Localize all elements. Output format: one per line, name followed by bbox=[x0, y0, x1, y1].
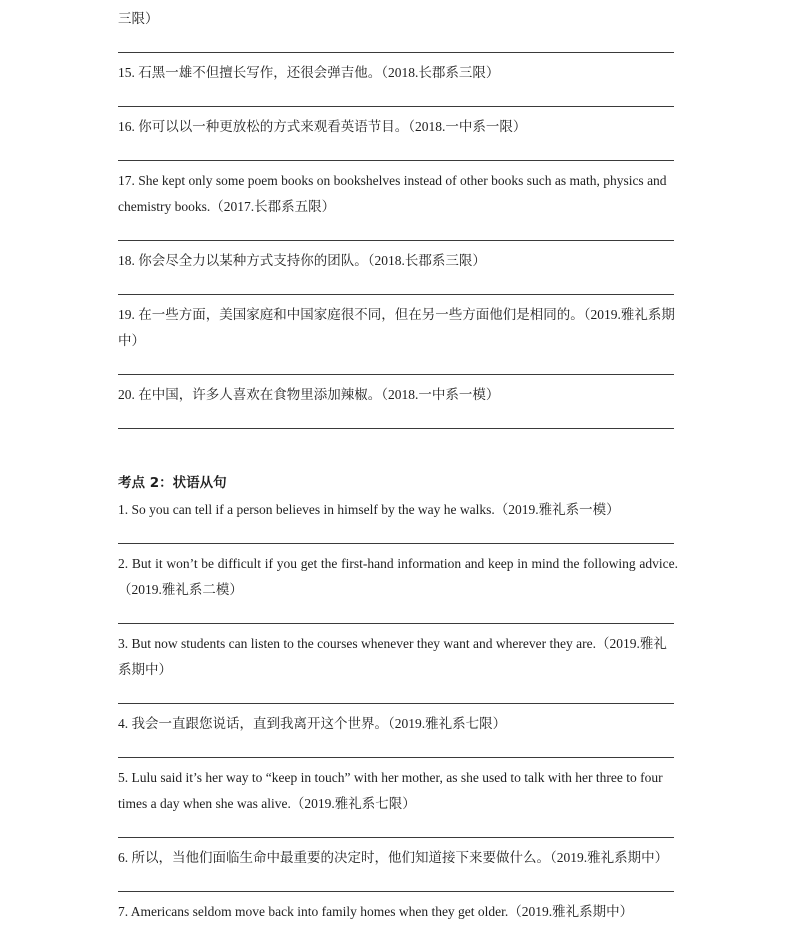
item-text: But it won’t be difficult if you get the first-hand information and keep in mind the following advice.（2019.雅礼系二模） bbox=[118, 556, 679, 597]
item-text: But now students can listen to the courses whenever they want and wherever they are.（2019.雅礼系期中） bbox=[118, 636, 667, 677]
exercise-item-15 bbox=[118, 60, 678, 86]
item-number: 4. bbox=[118, 716, 129, 731]
item-number: 6. bbox=[118, 850, 129, 865]
exercise-item-18 bbox=[118, 248, 678, 274]
answer-line bbox=[118, 294, 674, 295]
item-number: 18. bbox=[118, 253, 135, 268]
answer-line bbox=[118, 703, 674, 704]
exercise-item-1 bbox=[118, 497, 678, 523]
item-number: 15. bbox=[118, 65, 135, 80]
item-text: 你可以以一种更放松的方式来观看英语节目。（2018.一中系一限） bbox=[138, 119, 527, 134]
item-number: 1. bbox=[118, 502, 129, 517]
answer-line bbox=[118, 891, 674, 892]
item-number: 3. bbox=[118, 636, 129, 651]
item-number: 7. bbox=[118, 904, 129, 919]
item-number: 20. bbox=[118, 387, 135, 402]
answer-line bbox=[118, 240, 674, 241]
exercise-item-4 bbox=[118, 711, 678, 737]
section-heading: 考点 2：状语从句 bbox=[118, 475, 227, 491]
item-text: 所以，当他们面临生命中最重要的决定时，他们知道接下来要做什么。（2019.雅礼系期中） bbox=[131, 850, 669, 865]
exercise-item-20 bbox=[118, 382, 678, 408]
answer-line bbox=[118, 52, 674, 53]
answer-line bbox=[118, 374, 674, 375]
item-text: Lulu said it’s her way to “keep in touch” with her mother, as she used to talk with her three to four times a day when she was alive.（2019.雅礼系七限） bbox=[118, 770, 663, 811]
continued-text: 三限） bbox=[118, 11, 159, 26]
answer-line bbox=[118, 160, 674, 161]
item-text: Americans seldom move back into family homes when they get older.（2019.雅礼系期中） bbox=[130, 904, 634, 919]
item-number: 5. bbox=[118, 770, 129, 785]
answer-line bbox=[118, 428, 674, 429]
answer-line bbox=[118, 623, 674, 624]
item-number: 19. bbox=[118, 307, 135, 322]
exercise-item-5 bbox=[118, 765, 678, 817]
exercise-item-2 bbox=[118, 551, 678, 603]
exercise-item-19 bbox=[118, 302, 678, 354]
answer-line bbox=[118, 543, 674, 544]
exercise-item-17 bbox=[118, 168, 678, 220]
item-number: 17. bbox=[118, 173, 135, 188]
answer-line bbox=[118, 837, 674, 838]
answer-line bbox=[118, 757, 674, 758]
exercise-item-16 bbox=[118, 114, 678, 140]
item-text: 在中国，许多人喜欢在食物里添加辣椒。（2018.一中系一模） bbox=[138, 387, 500, 402]
answer-line bbox=[118, 106, 674, 107]
item-text: 石黑一雄不但擅长写作，还很会弹吉他。（2018.长郡系三限） bbox=[138, 65, 500, 80]
exercise-item-6 bbox=[118, 845, 678, 871]
item-text: She kept only some poem books on bookshelves instead of other books such as math, physics and chemistry books.（2017.长郡系五限） bbox=[118, 173, 667, 214]
item-text: So you can tell if a person believes in himself by the way he walks.（2019.雅礼系一模） bbox=[131, 502, 620, 517]
exercise-item-3 bbox=[118, 631, 678, 683]
item-text: 在一些方面，美国家庭和中国家庭很不同，但在另一些方面他们是相同的。（2019.雅礼系期中） bbox=[118, 307, 675, 348]
item-text: 你会尽全力以某种方式支持你的团队。（2018.长郡系三限） bbox=[138, 253, 486, 268]
item-text: 我会一直跟您说话，直到我离开这个世界。（2019.雅礼系七限） bbox=[131, 716, 507, 731]
item-number: 2. bbox=[118, 556, 129, 571]
exercise-item-7 bbox=[118, 899, 678, 925]
item-number: 16. bbox=[118, 119, 135, 134]
